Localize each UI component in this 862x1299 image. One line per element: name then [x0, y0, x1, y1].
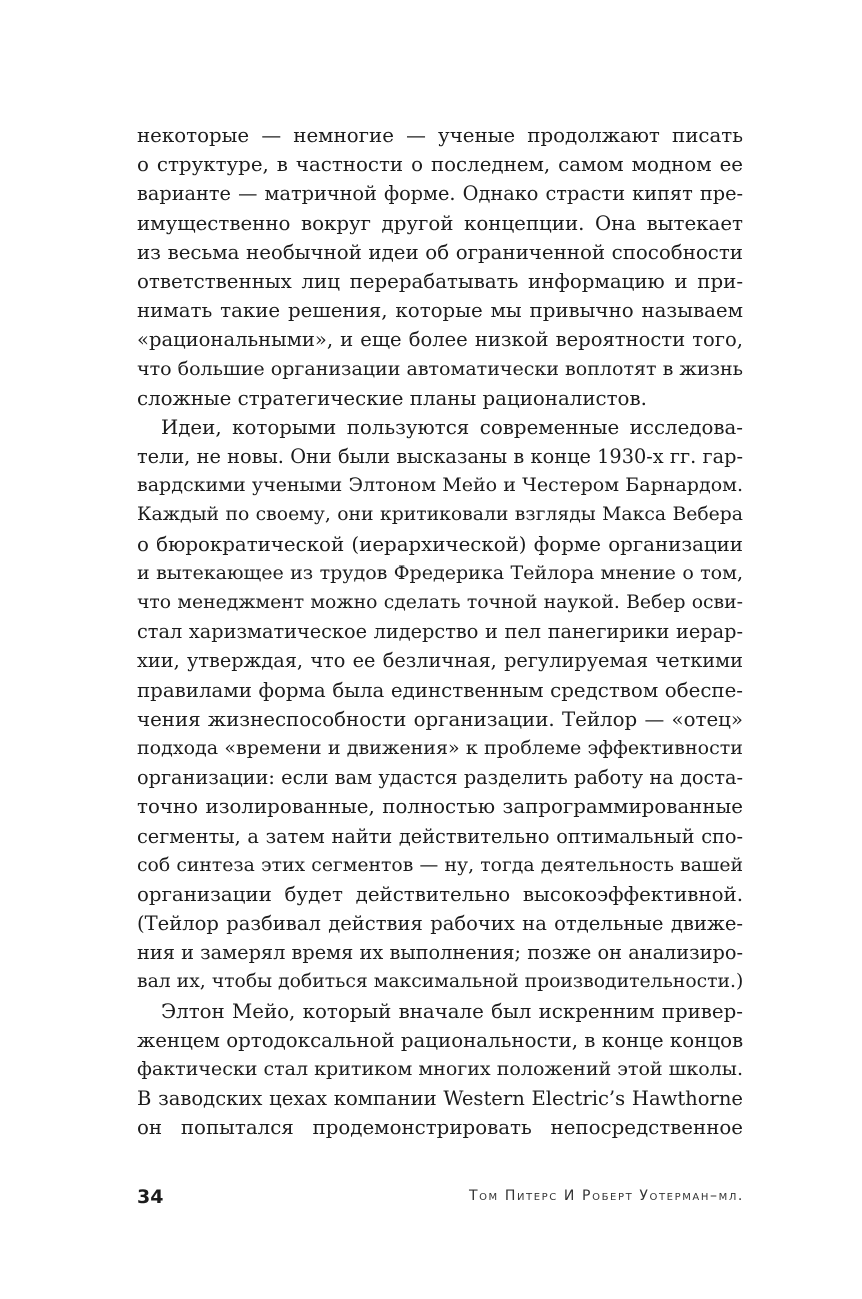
text-line: ответственных лиц перерабатывать информацию и при- [137, 269, 743, 293]
text-line: что менеджмент можно сделать точной наукой. Вебер осви- [137, 592, 743, 613]
text-line: точно изолированные, полностью запрограммированные [137, 795, 743, 819]
text-line: ния и замерял время их выполнения; позже он анализиро- [137, 941, 743, 965]
text-line: чения жизнеспособности организации. Тейлор — «отец» [137, 707, 743, 731]
text-line: организации будет действительно высокоэффективной. [137, 882, 743, 906]
text-line: нимать такие решения, которые мы привычно называем [137, 299, 743, 323]
text-line: стал харизматическое лидерство и пел панегирики иерар- [137, 620, 743, 644]
text-line: вардскими учеными Элтоном Мейо и Честером Барнардом. [137, 474, 743, 497]
text-line: (Тейлор разбивал действия рабочих на отдельные движе- [137, 912, 743, 936]
text-line: «рациональными», и еще более низкой вероятности того, [137, 328, 743, 352]
text-line: он попытался продемонстрировать непосредственное [137, 1116, 743, 1140]
text-line: хии, утверждая, что ее безличная, регулируемая четкими [137, 649, 743, 673]
text-line: из весьма необычной идеи об ограниченной способности [137, 240, 743, 264]
running-head: Том Питерс И Роберт Уотерман–мл. [468, 1188, 744, 1204]
text-line: правилами форма была единственным средством обеспе- [137, 678, 743, 702]
paragraph-end-line: вал их, чтобы добиться максимальной производительности.) [137, 971, 744, 993]
text-line: и вытекающее из трудов Фредерика Тейлора мнение о том, [137, 561, 743, 584]
text-line: некоторые — немногие — ученые продолжают писать [137, 124, 743, 147]
text-line: тели, не новы. Они были высказаны в конце 1930-х гг. гар- [137, 445, 743, 469]
text-line: подхода «времени и движения» к проблеме эффективности [137, 736, 743, 759]
text-line: сегменты, а затем найти действительно оптимальный спо- [137, 824, 743, 848]
text-line: что большие организации автоматически воплотят в жизнь [137, 357, 743, 380]
text-line: о бюрократической (иерархической) форме организации [137, 532, 743, 556]
text-line: В заводских цехах компании Western Electric’s Hawthorne [137, 1087, 743, 1111]
text-line: организации: если вам удастся разделить работу на доста- [137, 766, 743, 790]
text-line: фактически стал критиком многих положений этой школы. [137, 1058, 743, 1080]
text-line: варианте — матричной форме. Однако страсти кипят пре- [137, 182, 743, 206]
text-line: о структуре, в частности о последнем, самом модном ее [137, 153, 743, 177]
paragraph-end-line: сложные стратегические планы рационалистов. [137, 386, 647, 410]
text-line: женцем ортодоксальной рациональности, в конце концов [137, 1028, 744, 1052]
paragraph-start-line: Идеи, которыми пользуются современные исследова- [161, 415, 743, 439]
text-line: имущественно вокруг другой концепции. Она вытекает [137, 211, 743, 235]
paragraph-start-line: Элтон Мейо, который вначале был искренним привер- [161, 999, 743, 1023]
text-line: Каждый по своему, они критиковали взгляды Макса Вебера [137, 504, 743, 526]
text-line: соб синтеза этих сегментов — ну, тогда деятельность вашей [137, 854, 743, 876]
page-number: 34 [137, 1186, 164, 1208]
body-text [137, 121, 743, 1143]
